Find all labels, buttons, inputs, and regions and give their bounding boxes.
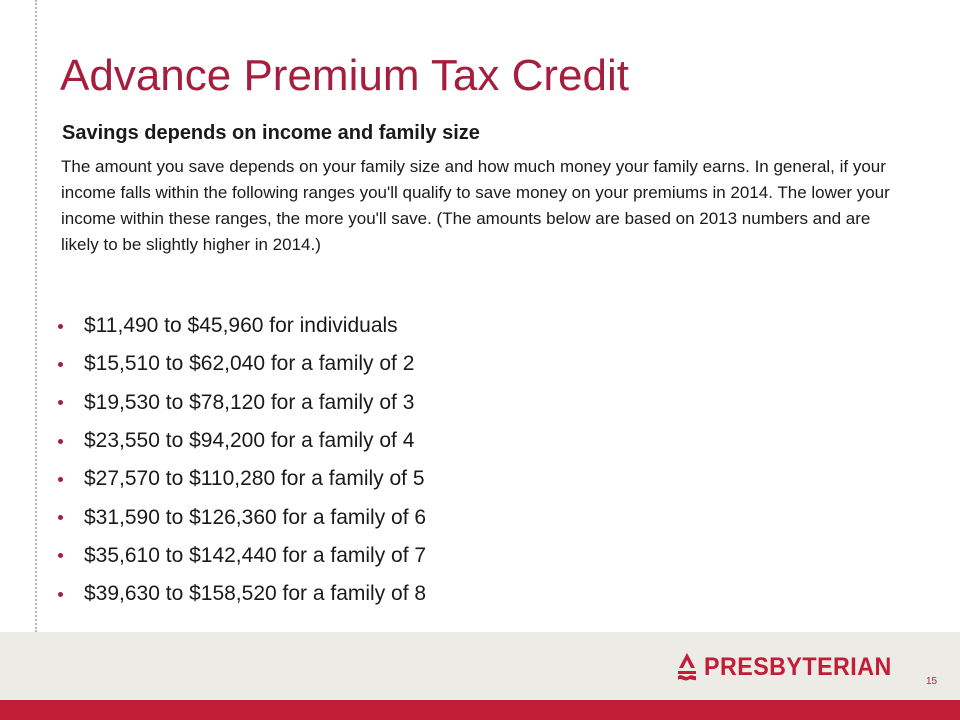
bullet-icon [58, 477, 63, 482]
list-item [58, 384, 426, 422]
list-item [58, 422, 426, 460]
list-item [58, 345, 426, 383]
bullet-icon [58, 592, 63, 597]
slide-title: Advance Premium Tax Credit [60, 51, 629, 100]
list-item [58, 307, 426, 345]
body-paragraph: The amount you save depends on your family size and how much money your family earns. In general, if your income falls within the following ranges you'll qualify to save money on your premiums in 2014. The lower your income within these ranges, the more you'll save. (The amounts below are based on 2013 numbers and are likely to be slightly higher in 2014.) [61, 157, 890, 254]
bullet-icon [58, 324, 63, 329]
bullet-icon [58, 515, 63, 520]
income-range-list [58, 307, 426, 613]
list-item [58, 460, 426, 498]
presbyterian-logo [676, 650, 906, 684]
bullet-icon [58, 362, 63, 367]
list-item-text: $15,510 to $62,040 for a family of 2 [84, 352, 415, 376]
list-item-text: $35,610 to $142,440 for a family of 7 [84, 543, 427, 567]
list-item-text: $11,490 to $45,960 for individuals [84, 314, 398, 338]
bullet-icon [58, 553, 63, 558]
presbyterian-logo-icon [676, 652, 698, 682]
slide-subtitle: Savings depends on income and family size [62, 122, 480, 144]
list-item [58, 575, 426, 613]
dotted-margin-line [35, 0, 37, 632]
bullet-icon [58, 439, 63, 444]
logo-text: PRESBYTERIAN [704, 653, 892, 681]
list-item-text: $23,550 to $94,200 for a family of 4 [84, 429, 415, 453]
list-item [58, 498, 426, 536]
bottom-accent-bar [0, 700, 960, 720]
page-number: 15 [926, 676, 938, 687]
bullet-icon [58, 400, 63, 405]
list-item-text: $19,530 to $78,120 for a family of 3 [84, 390, 415, 414]
list-item-text: $31,590 to $126,360 for a family of 6 [84, 505, 427, 529]
list-item-text: $27,570 to $110,280 for a family of 5 [84, 467, 425, 491]
list-item-text: $39,630 to $158,520 for a family of 8 [84, 582, 427, 606]
list-item [58, 537, 426, 575]
